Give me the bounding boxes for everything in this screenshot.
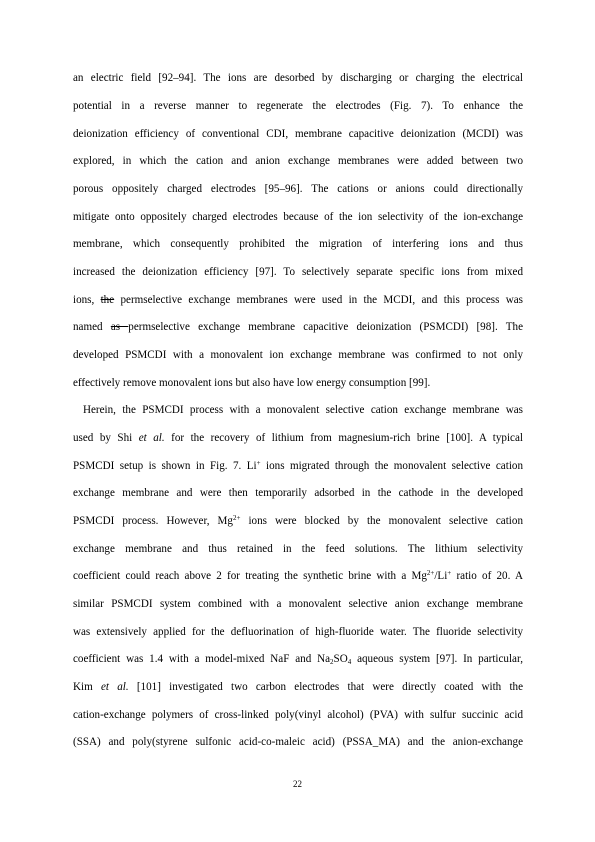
text-run: [101] investigated two carbon electrodes that were directly coated with the [128,681,523,693]
subscript: 4 [347,658,352,666]
paragraph-first-line: Herein, the PSMCDI process with a monovalent selective cation exchange membrane was [83,404,523,416]
text-line: membrane, which consequently prohibited the migration of interfering ions and thus [73,238,523,250]
text-run: named [73,321,111,333]
text-line: cation-exchange polymers of cross-linked poly(vinyl alcohol) (PVA) with sulfur succinic acid [73,709,523,721]
deleted-text: the [100,294,115,306]
text-run: used by Shi [73,432,139,444]
text-line: developed PSMCDI with a monovalent ion exchange membrane was confirmed to not only [73,349,523,361]
text-run: for the recovery of lithium from magnesium-rich brine [100]. A typical [164,432,523,444]
text-line: potential in a reverse manner to regenerate the electrodes (Fig. 7). To enhance the [73,100,523,112]
paragraph-last-line: effectively remove monovalent ions but also have low energy consumption [99]. [73,377,431,389]
text-run: permselective exchange membranes were used in the MCDI, and this process was [114,294,523,306]
text-line: similar PSMCDI system combined with a monovalent selective anion exchange membrane [73,598,523,610]
text-line [73,566,523,586]
text-run: ratio of 20. A [451,570,523,582]
text-line: exchange membrane and thus retained in the feed solutions. The lithium selectivity [73,543,523,555]
italic-text: et al. [100,681,129,693]
text-run: /Li [434,570,448,582]
text-line: was extensively applied for the defluorination of high-fluoride water. The fluoride selectivity [73,626,523,638]
text-run: coefficient was 1.4 with a model-mixed NaF and Na [73,653,331,665]
text-line [73,428,523,448]
superscript: + [447,569,452,577]
text-run: Kim [73,681,101,693]
text-run: PSMCDI process. However, Mg [73,515,233,527]
text-line: explored, in which the cation and anion exchange membranes were added between two [73,155,523,167]
text-line: (SSA) and poly(styrene sulfonic acid-co-maleic acid) (PSSA_MA) and the anion-exchange [73,736,523,748]
text-run: SO [333,653,348,665]
superscript: 2+ [426,569,435,577]
text-run: ions were blocked by the monovalent selective cation [240,515,523,527]
italic-text: et al. [138,432,165,444]
superscript: 2+ [232,514,241,522]
text-run: coefficient could reach above 2 for treating the synthetic brine with a Mg [73,570,427,582]
text-line [73,511,523,531]
text-line: exchange membrane and were then temporarily adsorbed in the cathode in the developed [73,487,523,499]
text-line [73,317,523,337]
text-run: aqueous system [97]. In particular, [351,653,524,665]
text-line [73,290,523,310]
deleted-text: as [110,321,129,333]
superscript: + [256,459,261,467]
text-line: increased the deionization efficiency [97]. To selectively separate specific ions from mixed [73,266,523,278]
text-line [73,649,523,669]
text-run: permselective exchange membrane capacitive deionization (PSMCDI) [98]. The [128,321,524,333]
page-number: 22 [293,779,302,789]
text-run: PSMCDI setup is shown in Fig. 7. Li [73,460,257,472]
text-line [73,677,523,697]
text-line: deionization efficiency of conventional CDI, membrane capacitive deionization (MCDI) was [73,128,523,140]
subscript: 2 [330,658,334,666]
text-line [73,456,523,476]
text-run: ions migrated through the monovalent selective cation [260,460,523,472]
text-line: an electric field [92–94]. The ions are desorbed by discharging or charging the electrical [73,72,523,84]
text-run: ions, [73,294,101,306]
text-line: porous oppositely charged electrodes [95–96]. The cations or anions could directionally [73,183,523,195]
text-line: mitigate onto oppositely charged electrodes because of the ion selectivity of the ion-exchange [73,211,523,223]
